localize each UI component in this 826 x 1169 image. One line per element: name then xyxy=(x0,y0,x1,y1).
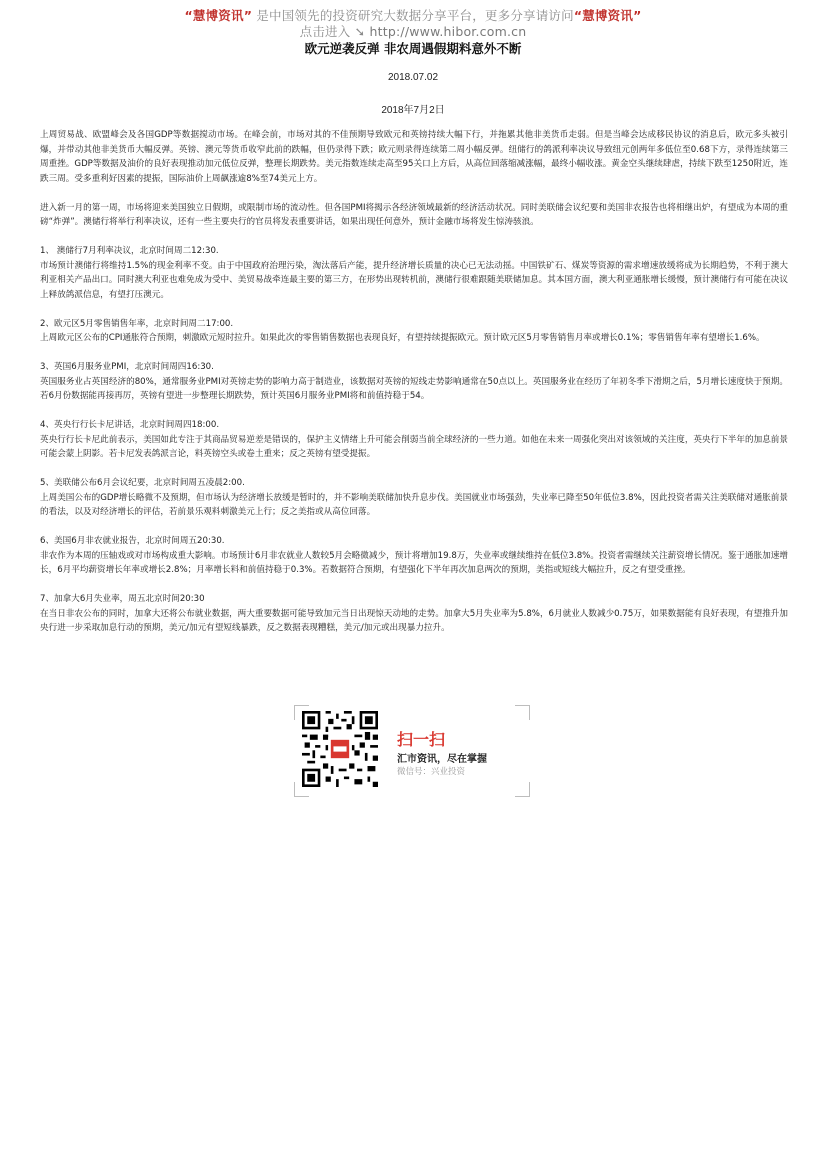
section-heading: 2、欧元区5月零售销售年率，北京时间周二17:00. xyxy=(40,318,234,329)
section-text: 上周美国公布的GDP增长略微不及预期，但市场认为经济增长放缓是暂时的，并不影响美联储加快升息步伐。美国就业市场强劲，失业率已降至50年低位3.8%，因此投资者需关注美联储对通胀前景的看法，以及对经济增长的评估，若前景乐观料刺激美元上行；反之美指或从高位回落。 xyxy=(40,492,788,517)
page-title: 欧元逆袭反弹 非农周遇假期料意外不断 xyxy=(304,41,522,56)
qr-card xyxy=(294,705,530,797)
enter-link-label[interactable]: 点击进入 xyxy=(299,24,351,39)
section-6 xyxy=(40,534,788,578)
qr-code-icon[interactable] xyxy=(302,711,378,787)
section-1 xyxy=(40,244,788,302)
scan-title: 扫一扫 xyxy=(397,730,446,749)
section-2 xyxy=(40,317,788,346)
section-5 xyxy=(40,476,788,520)
section-heading: 3、英国6月服务业PMI，北京时间周四16:30. xyxy=(40,362,214,372)
top-banner-line-1: “慧博资讯” 是中国领先的投资研究大数据分享平台，更多分享请访问“慧博资讯” xyxy=(184,8,642,23)
section-text: 上周欧元区公布的CPI通胀符合预期，刺激欧元短时拉升。如果此次的零售销售数据也表现良好，有望持续提振欧元。预计欧元区5月零售销售月率或增长0.1%；零售销售年率有望增长1.6%。 xyxy=(40,333,765,343)
section-text: 英央行行长卡尼此前表示，美国如此专注于其商品贸易逆差是错误的，保护主义情绪上升可能会削弱当前全球经济的一些力道。如他在未来一周强化突出对该领域的关注度，英央行下半年的加息前景可能会蒙上阴影。若卡尼发表鸽派言论，料英镑空头或卷土重来；反之英镑有望受提振。 xyxy=(40,434,788,459)
frame-corner xyxy=(515,782,530,797)
brand-name-2[interactable]: 慧博资讯 xyxy=(582,8,634,23)
banner-tagline: 是中国领先的投资研究大数据分享平台，更多分享请访问 xyxy=(256,8,574,23)
section-7 xyxy=(40,592,788,636)
section-heading: 7、加拿大6月失业率，周五北京时间20:30 xyxy=(40,594,205,604)
section-text: 市场预计澳储行将维持1.5%的现金利率不变。由于中国政府治理污染，淘汰落后产能，提升经济增长质量的决心已无法动摇。中国铁矿石、煤炭等资源的需求增速放缓将成为长期趋势，不利于澳大利亚相关产品出口。同时澳大利亚也难免成为受中、美贸易战牵连最主要的第三方，在形势出现转机前，澳储行很难跟随美联储加息。其本国方面，澳大利亚通胀增长缓慢，预计澳储行有可能在决议上释放鸽派信息，有望打压澳元。 xyxy=(40,260,788,300)
wechat-id: 微信号：兴业投资 xyxy=(397,767,466,777)
intro-paragraph-2: 进入新一月的第一周，市场将迎来美国独立日假期，或限制市场的流动性。但各国PMI将揭示各经济领域最新的经济活动状况。同时美联储会议纪要和美国非农报告也将相继出炉，有望成为本周的重磅“炸弹”。澳储行将举行利率决议，还有一些主要央行的官员将发表重要讲话，如果出现任何意外，预计金融市场将发生惊涛骇浪。 xyxy=(40,202,788,227)
brand-name[interactable]: 慧博资讯 xyxy=(192,8,244,23)
section-4 xyxy=(40,418,788,462)
section-heading: 6、美国6月非农就业报告，北京时间周五20:30. xyxy=(40,536,225,546)
date-chinese: 2018年7月2日 xyxy=(381,105,445,116)
top-banner-line-2 xyxy=(0,22,826,40)
section-text: 在当日非农公布的同时，加拿大还将公布就业数据，两大重要数据可能导致加元当日出现惊天动地的走势。加拿大5月失业率为5.8%，6月就业人数减少0.75万，如果数据能有良好表现，有望推升加央行进一步采取加息行动的预期，美元/加元有望短线暴跌，反之数据表现糟糕，美元/加元或出现暴力拉升。 xyxy=(40,608,788,633)
arrow-icon: ➘ xyxy=(354,24,366,39)
section-3 xyxy=(40,360,788,404)
frame-corner xyxy=(515,705,530,720)
article-body xyxy=(40,128,788,650)
date-numeric: 2018.07.02 xyxy=(387,72,439,83)
section-text: 非农作为本周的压轴戏或对市场构成重大影响。市场预计6月非农就业人数较5月会略微减少，预计将增加19.8万，失业率或继续维持在低位3.8%。投资者需继续关注薪资增长情况。鉴于通胀加速增长，6月平均薪资增长年率或增长2.8%；月率增长料和前值持稳于0.3%。若数据符合预期，有望强化下半年再次加息两次的预期，美指或短线大幅拉升，反之有望受重挫。 xyxy=(40,550,788,575)
section-heading: 4、英央行行长卡尼讲话，北京时间周四18:00. xyxy=(40,420,220,430)
site-url-link[interactable]: http://www.hibor.com.cn xyxy=(369,24,527,39)
section-text: 英国服务业占英国经济的80%，通常服务业PMI对英镑走势的影响力高于制造业，该数据对英镑的短线走势影响通常在50点以上。英国服务业在经历了年初冬季下滑期之后，5月增长速度快于预期。若6月份数据能再接再厉，英镑有望进一步整理长期跌势，预计英国6月服务业PMI将和前值持稳于54。 xyxy=(40,376,788,401)
section-heading: 5、美联储公布6月会议纪要，北京时间周五凌晨2:00. xyxy=(40,478,245,488)
section-heading: 1、 澳储行7月利率决议，北京时间周二12:30. xyxy=(40,246,219,256)
scan-subtitle: 汇市资讯，尽在掌握 xyxy=(397,754,487,765)
intro-paragraph-1: 上周贸易战、欧盟峰会及各国GDP等数据搅动市场。在峰会前，市场对其的不佳预期导致欧元和英镑持续大幅下行，并拖累其他非美货币走弱。但是当峰会达成移民协议的消息后，欧元多头被引爆，并带动其他非美货币大幅反弹。英镑、澳元等货币收窄此前的跌幅，但仍录得下跌；欧元则录得连续第二周小幅反弹。纽储行的鸽派利率决议导致纽元创两年多低位至0.68下方，录得连续第三周重挫。GDP等数据及油价的良好表现推动加元低位反弹，整理长期跌势。美元指数连续走高至95关口上方后，从高位回落缩减涨幅，最终小幅收涨。黄金空头继续肆虐，持续下跌至1250附近，连跌三周。受多重利好因素的提振，国际油价上周飙涨逾8%至74美元上方。 xyxy=(40,130,788,184)
